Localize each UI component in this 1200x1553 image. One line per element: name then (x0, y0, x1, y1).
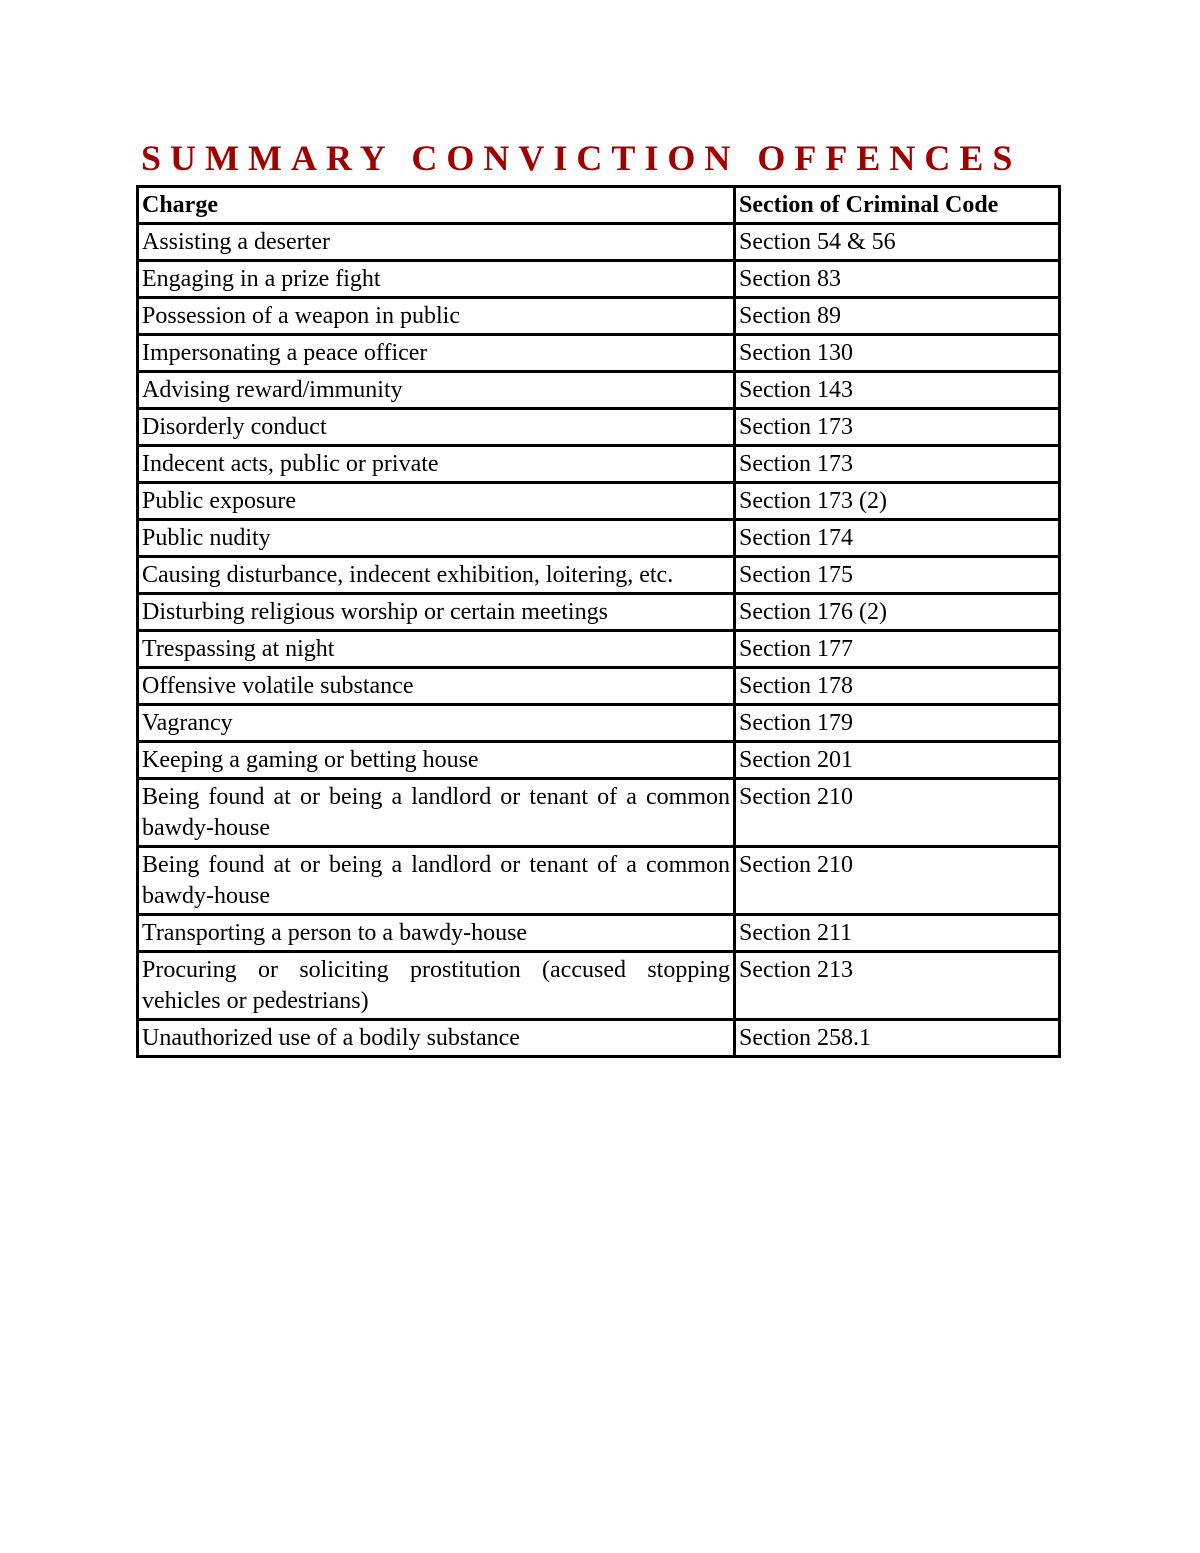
charge-cell: Being found at or being a landlord or tenant of a common bawdy-house (138, 779, 735, 847)
charge-cell: Indecent acts, public or private (138, 446, 735, 483)
charge-cell: Procuring or soliciting prostitution (accused stopping vehicles or pedestrians) (138, 952, 735, 1020)
charge-cell: Advising reward/immunity (138, 372, 735, 409)
charge-cell: Causing disturbance, indecent exhibition, loitering, etc. (138, 557, 735, 594)
table-row (138, 335, 1060, 372)
charge-cell: Impersonating a peace officer (138, 335, 735, 372)
charge-cell: Keeping a gaming or betting house (138, 742, 735, 779)
section-column-header: Section of Criminal Code (735, 187, 1060, 224)
table-row (138, 261, 1060, 298)
table-row (138, 705, 1060, 742)
table-row (138, 298, 1060, 335)
table-row (138, 520, 1060, 557)
section-cell: Section 130 (735, 335, 1060, 372)
table-row (138, 557, 1060, 594)
charge-cell: Public exposure (138, 483, 735, 520)
table-row (138, 779, 1060, 847)
section-cell: Section 210 (735, 847, 1060, 915)
table-row (138, 742, 1060, 779)
table-row (138, 372, 1060, 409)
table-row (138, 409, 1060, 446)
charge-cell: Engaging in a prize fight (138, 261, 735, 298)
page-title: SUMMARY CONVICTION OFFENCES (141, 138, 1022, 178)
charge-cell: Being found at or being a landlord or tenant of a common bawdy-house (138, 847, 735, 915)
section-cell: Section 54 & 56 (735, 224, 1060, 261)
table-row (138, 1020, 1060, 1057)
section-cell: Section 211 (735, 915, 1060, 952)
section-cell: Section 258.1 (735, 1020, 1060, 1057)
section-cell: Section 143 (735, 372, 1060, 409)
charge-cell: Trespassing at night (138, 631, 735, 668)
table-row (138, 847, 1060, 915)
section-cell: Section 174 (735, 520, 1060, 557)
section-cell: Section 213 (735, 952, 1060, 1020)
table-row (138, 594, 1060, 631)
charge-cell: Assisting a deserter (138, 224, 735, 261)
charge-cell: Disorderly conduct (138, 409, 735, 446)
section-cell: Section 83 (735, 261, 1060, 298)
table-row (138, 446, 1060, 483)
section-cell: Section 177 (735, 631, 1060, 668)
section-cell: Section 210 (735, 779, 1060, 847)
charge-column-header: Charge (138, 187, 735, 224)
offences-table (136, 185, 1061, 1058)
table-row (138, 224, 1060, 261)
table-header-row (138, 187, 1060, 224)
section-cell: Section 89 (735, 298, 1060, 335)
table-row (138, 952, 1060, 1020)
table-row (138, 483, 1060, 520)
charge-cell: Vagrancy (138, 705, 735, 742)
section-cell: Section 176 (2) (735, 594, 1060, 631)
charge-cell: Unauthorized use of a bodily substance (138, 1020, 735, 1057)
section-cell: Section 201 (735, 742, 1060, 779)
charge-cell: Public nudity (138, 520, 735, 557)
section-cell: Section 175 (735, 557, 1060, 594)
section-cell: Section 179 (735, 705, 1060, 742)
section-cell: Section 173 (735, 409, 1060, 446)
section-cell: Section 173 (735, 446, 1060, 483)
section-cell: Section 173 (2) (735, 483, 1060, 520)
charge-cell: Transporting a person to a bawdy-house (138, 915, 735, 952)
table-row (138, 915, 1060, 952)
charge-cell: Possession of a weapon in public (138, 298, 735, 335)
charge-cell: Disturbing religious worship or certain meetings (138, 594, 735, 631)
table-row (138, 668, 1060, 705)
table-row (138, 631, 1060, 668)
table-body (138, 224, 1060, 1057)
charge-cell: Offensive volatile substance (138, 668, 735, 705)
section-cell: Section 178 (735, 668, 1060, 705)
